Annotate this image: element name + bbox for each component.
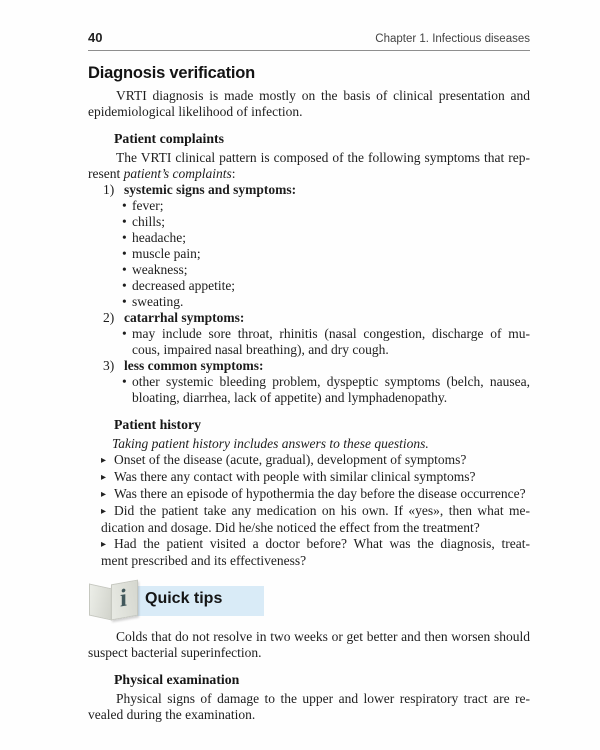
- bullet-text: sweating.: [132, 294, 184, 309]
- chapter-title: Chapter 1. Infectious diseases: [375, 33, 530, 45]
- arrow-list-item: [88, 452, 530, 469]
- bullet-icon: •: [122, 262, 127, 277]
- bullet-icon: •: [122, 294, 127, 309]
- paragraph-line: vealed during the examination.: [88, 707, 256, 722]
- section-heading-diagnosis-verification: Diagnosis verification: [88, 64, 256, 82]
- bullet-text: headache;: [132, 230, 186, 245]
- bullet-text: chills;: [132, 214, 165, 229]
- bullet-icon: •: [122, 326, 127, 341]
- bullet-text: fever;: [132, 198, 164, 213]
- arrow-bullet-icon: ▸: [101, 506, 107, 517]
- bullet-item: [88, 198, 530, 214]
- arrow-list-item: [88, 486, 530, 503]
- quick-tips-callout: [88, 579, 530, 625]
- numbered-item: [88, 310, 530, 326]
- text-segment: resent: [88, 166, 124, 181]
- arrow-bullet-icon: ▸: [101, 472, 107, 483]
- item-label: catarrhal symptoms:: [124, 310, 245, 325]
- bullet-item: [88, 214, 530, 230]
- subheading-physical-examination: Physical examination: [114, 672, 240, 687]
- bullet-text: may include sore throat, rhinitis (nasal congestion, discharge of mu-: [132, 326, 530, 341]
- bullet-item: [88, 230, 530, 246]
- item-number: 2): [103, 310, 115, 325]
- page-number: 40: [88, 30, 103, 45]
- bullet-item: [88, 262, 530, 278]
- paragraph-line: epidemiological likelihood of infection.: [88, 104, 303, 119]
- question-text: Onset of the disease (acute, gradual), development of symptoms?: [114, 452, 467, 467]
- text-segment: :: [231, 166, 236, 181]
- paragraph-line: Colds that do not resolve in two weeks or get better and then worsen should: [116, 629, 530, 644]
- subheading-patient-complaints: Patient complaints: [114, 131, 224, 146]
- info-i-glyph: i: [120, 584, 127, 613]
- subheading-patient-history: Patient history: [114, 417, 201, 432]
- paragraph-line: suspect bacterial superinfection.: [88, 645, 262, 660]
- page-header: [88, 30, 530, 51]
- paragraph-line: VRTI diagnosis is made mostly on the basis of clinical presentation and: [116, 88, 530, 103]
- question-text: Was there an episode of hypothermia the day before the disease occurrence?: [114, 486, 526, 501]
- bullet-item-continuation: cous, impaired nasal breathing), and dry cough.: [132, 342, 389, 357]
- bullet-item-continuation: bloating, diarrhea, lack of appetite) and lymphadenopathy.: [132, 390, 448, 405]
- question-text: Was there any contact with people with similar clinical symptoms?: [114, 469, 476, 484]
- arrow-item-continuation: dication and dosage. Did he/she noticed the effect from the treatment?: [101, 520, 480, 535]
- item-label: less common symptoms:: [124, 358, 264, 373]
- bullet-text: muscle pain;: [132, 246, 201, 261]
- page-content: [88, 30, 530, 723]
- italic-text-segment: patient’s complaints: [123, 166, 232, 181]
- numbered-item: [88, 358, 530, 374]
- bullet-text: weakness;: [132, 262, 188, 277]
- bullet-item: [88, 374, 530, 390]
- paragraph-line: The VRTI clinical pattern is composed of the following symptoms that rep-: [116, 150, 530, 165]
- bullet-text: other systemic bleeding problem, dyspeptic symptoms (belch, nausea,: [132, 374, 530, 389]
- item-number: 1): [103, 182, 115, 197]
- arrow-bullet-icon: ▸: [101, 489, 107, 500]
- arrow-list-item: [88, 469, 530, 486]
- arrow-list-item: [88, 503, 530, 520]
- bullet-item: [88, 294, 530, 310]
- bullet-item: [88, 278, 530, 294]
- italic-intro-line: Taking patient history includes answers to these questions.: [112, 436, 429, 451]
- arrow-bullet-icon: ▸: [101, 539, 107, 550]
- bullet-icon: •: [122, 278, 127, 293]
- quick-tips-title: Quick tips: [145, 590, 223, 607]
- bullet-text: decreased appetite;: [132, 278, 236, 293]
- paragraph-line: Physical signs of damage to the upper and lower respiratory tract are re-: [116, 691, 530, 706]
- bullet-item: [88, 326, 530, 342]
- bullet-item: [88, 246, 530, 262]
- paragraph-line: [88, 166, 530, 182]
- question-text: Had the patient visited a doctor before? What was the diagnosis, treat-: [114, 536, 530, 551]
- bullet-icon: •: [122, 198, 127, 213]
- numbered-item: [88, 182, 530, 198]
- bullet-icon: •: [122, 214, 127, 229]
- arrow-bullet-icon: ▸: [101, 455, 107, 466]
- item-number: 3): [103, 358, 115, 373]
- arrow-item-continuation: ment prescribed and its effectiveness?: [101, 553, 307, 568]
- arrow-list-item: [88, 536, 530, 553]
- bullet-icon: •: [122, 374, 127, 389]
- bullet-icon: •: [122, 230, 127, 245]
- bullet-icon: •: [122, 246, 127, 261]
- info-book-icon: [88, 579, 140, 625]
- question-text: Did the patient take any medication on his own. If «yes», then what me-: [114, 503, 530, 518]
- item-label: systemic signs and symptoms:: [124, 182, 297, 197]
- book-left-page: [89, 584, 112, 621]
